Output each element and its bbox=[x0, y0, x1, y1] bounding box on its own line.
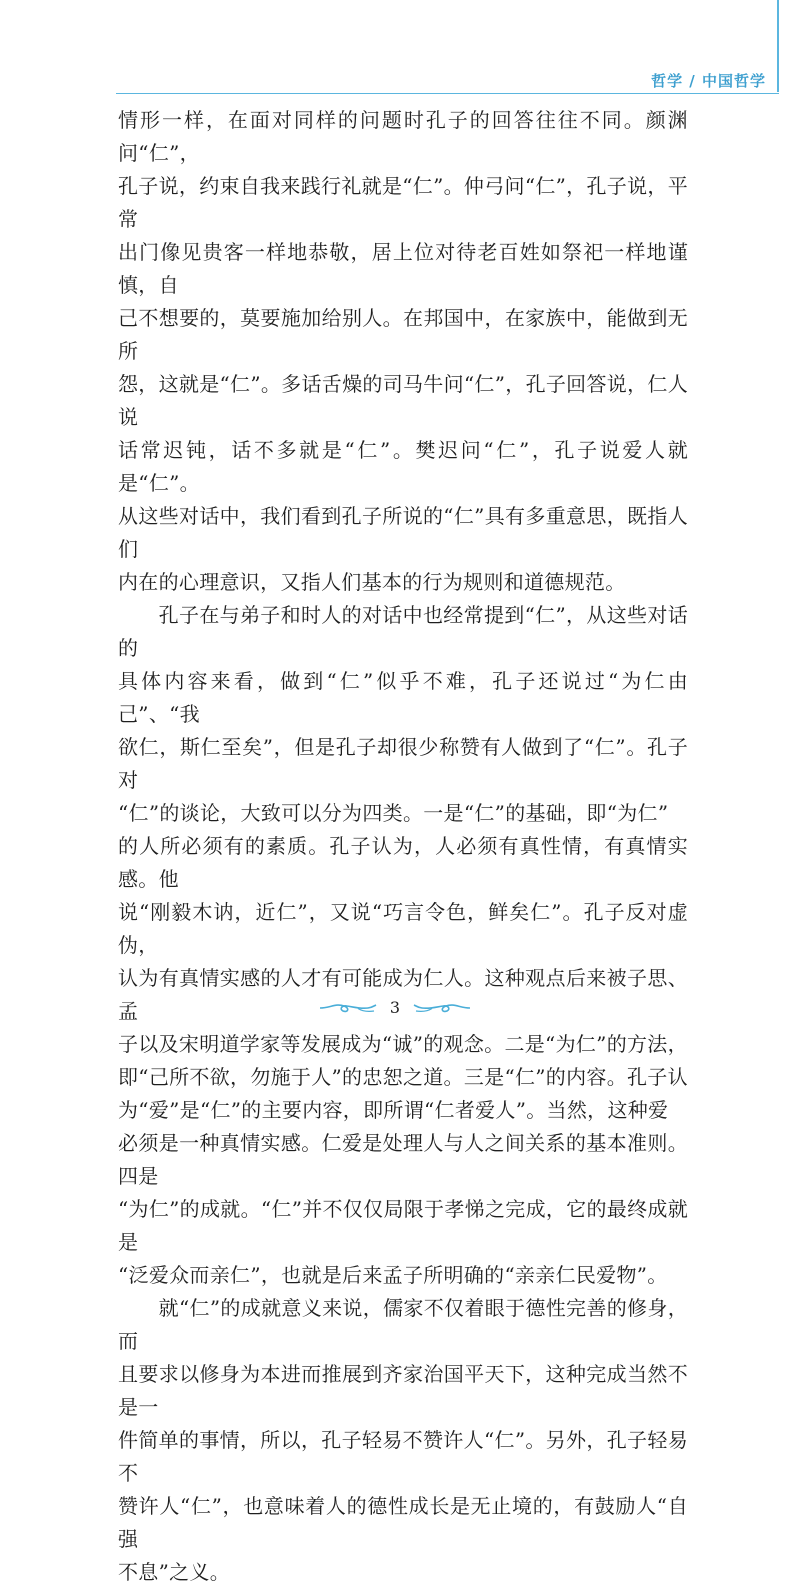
paragraph-3: 就“仁”的成就意义来说，儒家不仅着眼于德性完善的修身，而 且要求以修身为本进而推展到齐家治国平天下，这种完成当然不是一 件简单的事情，所以，孔子轻易不赞许人“仁”。另外，孔子轻易不 赞许人“仁”，也意味着人的德性成长是无止境的，有鼓励人“自强 不息”之义。 bbox=[118, 1296, 688, 1584]
right-flourish-icon bbox=[412, 1000, 472, 1016]
header-rule bbox=[116, 93, 779, 94]
header-vertical-rule bbox=[777, 0, 779, 92]
left-flourish-icon bbox=[318, 1000, 378, 1016]
main-text bbox=[118, 104, 688, 1589]
paragraph-2: 孔子在与弟子和时人的对话中也经常提到“仁”，从这些对话的 具体内容来看，做到“仁”似乎不难，孔子还说过“为仁由己”、“我 欲仁，斯仁至矣”，但是孔子却很少称赞有人做到了“仁”。孔子对 “仁”的谈论，大致可以分为四类。一是“仁”的基础，即“为仁” 的人所必须有的素质。孔子认为，人必须有真性情，有真情实感。他 说“刚毅木讷，近仁”，又说“巧言令色，鲜矣仁”。孔子反对虚伪， 认为有真情实感的人才有可能成为仁人。这种观点后来被子思、孟 子以及宋明道学家等发展成为“诚”的观念。二是“为仁”的方法， 即“己所不欲，勿施于人”的忠恕之道。三是“仁”的内容。孔子认 为“爱”是“仁”的主要内容，即所谓“仁者爱人”。当然，这种爱 必须是一种真情实感。仁爱是处理人与人之间关系的基本准则。四是 “为仁”的成就。“仁”并不仅仅局限于孝悌之完成，它的最终成就是 “泛爱众而亲仁”，也就是后来孟子所明确的“亲亲仁民爱物”。 bbox=[118, 603, 688, 1287]
running-header: 哲学 / 中国哲学 bbox=[651, 72, 766, 90]
page-footer bbox=[0, 998, 790, 1017]
paragraph-1: 情形一样，在面对同样的问题时孔子的回答往往不同。颜渊问“仁”， 孔子说，约束自我来践行礼就是“仁”。仲弓问“仁”，孔子说，平常 出门像见贵客一样地恭敬，居上位对待老百姓如祭祀一样地谨慎，自 己不想要的，莫要施加给别人。在邦国中，在家族中，能做到无所 怨，这就是“仁”。多话舌燥的司马牛问“仁”，孔子回答说，仁人说 话常迟钝，话不多就是“仁”。樊迟问“仁”，孔子说爱人就是“仁”。 从这些对话中，我们看到孔子所说的“仁”具有多重意思，既指人们 内在的心理意识，又指人们基本的行为规则和道德规范。 bbox=[118, 108, 688, 594]
page-number: 3 bbox=[389, 998, 401, 1017]
